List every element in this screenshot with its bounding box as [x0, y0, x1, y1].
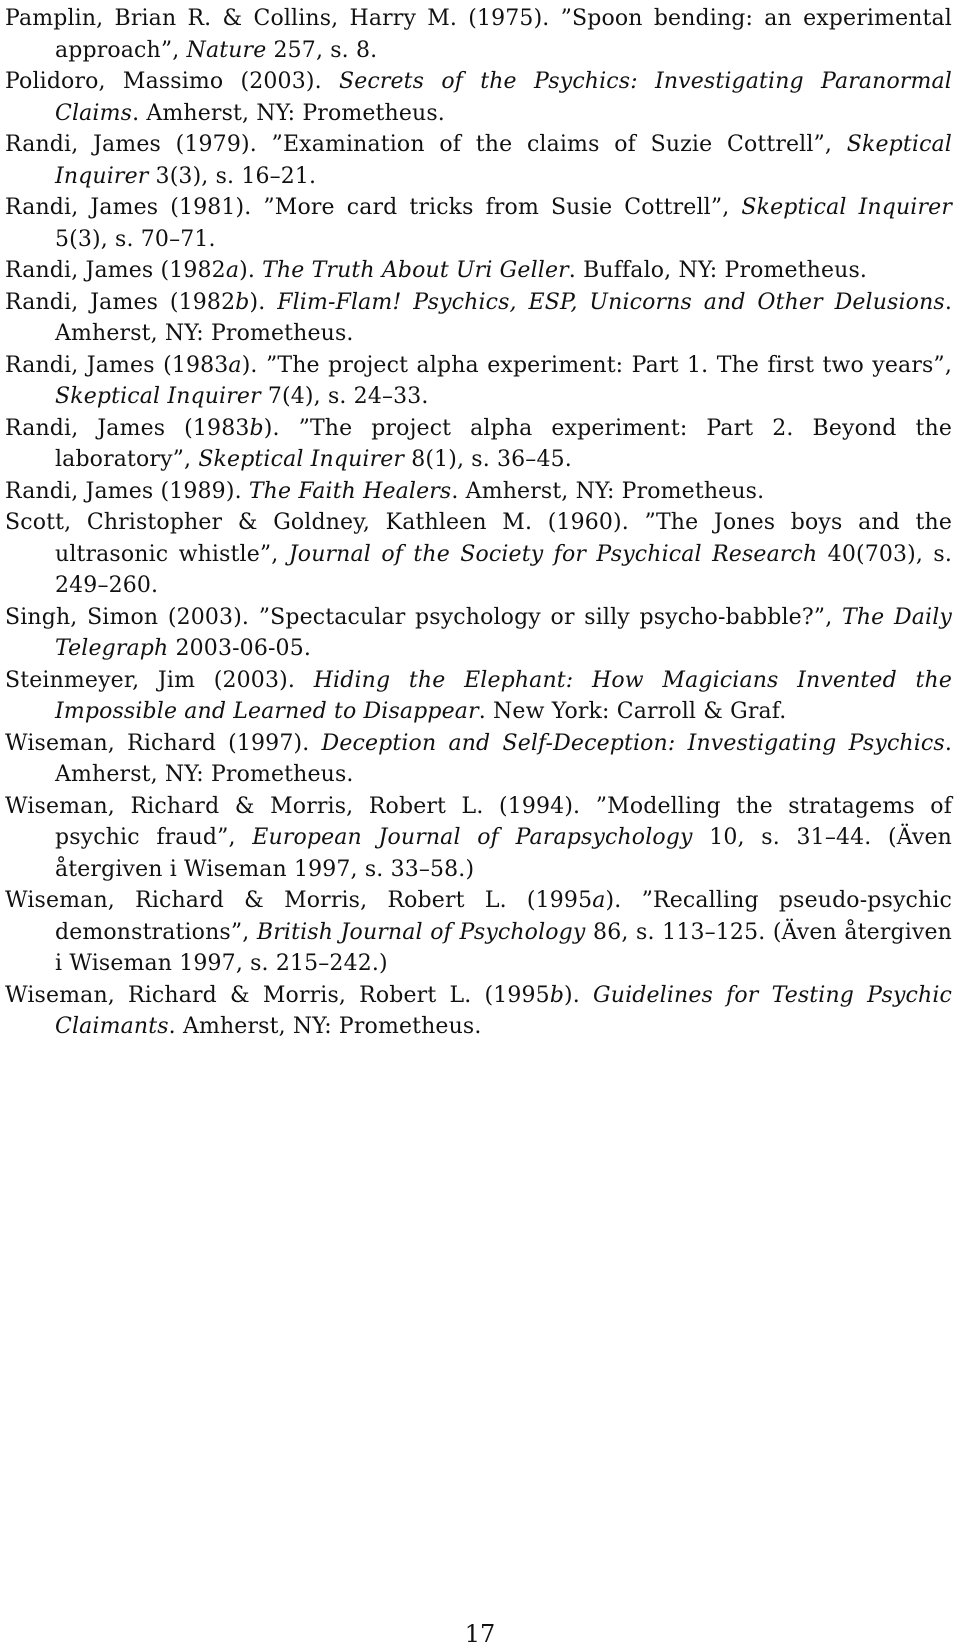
reference-italic-text: Secrets of the Psychics: Investigating Paranormal Claims: [55, 69, 952, 126]
reference-text: ). ”Recalling pseudo-psychic demonstrations”,: [55, 888, 952, 945]
reference-text: . Amherst, NY: Prometheus.: [132, 100, 445, 126]
reference-text: Randi, James (1982: [5, 258, 226, 283]
reference-entry: [5, 192, 952, 255]
reference-text: Polidoro, Massimo (2003).: [5, 69, 339, 94]
reference-text: 8(1), s. 36–45.: [404, 447, 572, 472]
reference-italic-text: Skeptical Inquirer: [198, 447, 405, 472]
reference-italic-text: Deception and Self-Deception: Investigating Psychics: [321, 730, 945, 756]
reference-italic-text: Flim-Flam! Psychics, ESP, Unicorns and Other Delusions: [277, 289, 945, 315]
reference-italic-text: The Truth About Uri Geller: [262, 258, 569, 283]
reference-entry: [5, 665, 952, 728]
reference-entry: [5, 287, 952, 350]
reference-text: 10, s. 31–44. (Även återgiven i Wiseman 1997, s. 33–58.): [55, 825, 952, 882]
reference-text: 257, s. 8.: [266, 37, 378, 63]
reference-entry: [5, 3, 952, 66]
reference-italic-text: a: [225, 258, 240, 283]
reference-text: Randi, James (1982: [5, 289, 236, 315]
reference-text: Scott, Christopher & Goldney, Kathleen M. (1960). ”The Jones boys and the ultrasonic whistle”,: [5, 510, 952, 567]
reference-text: Steinmeyer, Jim (2003).: [5, 667, 314, 693]
reference-entry: [5, 728, 952, 791]
reference-text: 5(3), s. 70–71.: [55, 226, 216, 252]
reference-text: . Amherst, NY: Prometheus.: [55, 730, 952, 787]
reference-text: 3(3), s. 16–21.: [148, 163, 317, 189]
reference-text: Singh, Simon (2003). ”Spectacular psychology or silly psycho-babble?”,: [5, 604, 843, 630]
reference-italic-text: The Faith Healers: [248, 478, 452, 504]
reference-entry: [5, 476, 952, 508]
reference-text: Pamplin, Brian R. & Collins, Harry M. (1975). ”Spoon bending: an experimental approach”,: [5, 6, 952, 63]
reference-italic-text: The Daily Telegraph: [55, 604, 952, 661]
reference-text: Randi, James (1979). ”Examination of the claims of Suzie Cottrell”,: [5, 132, 847, 157]
reference-text: Randi, James (1981). ”More card tricks from Susie Cottrell”,: [5, 195, 742, 220]
reference-italic-text: a: [592, 888, 606, 913]
reference-entry: [5, 791, 952, 886]
reference-italic-text: Skeptical Inquirer: [55, 384, 261, 409]
reference-italic-text: Journal of the Society for Psychical Research: [288, 541, 818, 567]
reference-italic-text: Nature: [186, 37, 267, 63]
reference-text: . Amherst, NY: Prometheus.: [168, 1014, 482, 1039]
reference-italic-text: a: [228, 352, 242, 378]
reference-text: 2003-06-05.: [168, 636, 311, 661]
reference-text: . Amherst, NY: Prometheus.: [451, 478, 765, 504]
reference-italic-text: British Journal of Psychology: [256, 919, 586, 945]
reference-text: Randi, James (1983: [5, 415, 250, 441]
reference-text: Wiseman, Richard (1997).: [5, 730, 322, 756]
reference-entry: [5, 129, 952, 192]
reference-italic-text: Guidelines for Testing Psychic Claimants: [55, 982, 952, 1039]
reference-text: Wiseman, Richard & Morris, Robert L. (1995: [5, 888, 593, 913]
reference-text: 7(4), s. 24–33.: [260, 384, 429, 409]
reference-entry: [5, 255, 952, 287]
reference-italic-text: European Journal of Parapsychology: [252, 825, 693, 850]
reference-entry: [5, 507, 952, 602]
reference-entry: [5, 980, 952, 1043]
reference-entry: [5, 413, 952, 476]
reference-text: ).: [564, 982, 594, 1008]
reference-italic-text: Skeptical Inquirer: [741, 195, 952, 220]
reference-list: [5, 3, 952, 1043]
reference-text: ).: [239, 258, 263, 283]
reference-entry: [5, 602, 952, 665]
page-number: 17: [464, 1620, 496, 1648]
reference-italic-text: b: [235, 289, 250, 315]
reference-entry: [5, 350, 952, 413]
reference-text: . New York: Carroll & Graf.: [478, 699, 787, 724]
reference-italic-text: b: [549, 982, 565, 1008]
reference-text: ). ”The project alpha experiment: Part 2. Beyond the laboratory”,: [55, 415, 952, 472]
reference-text: . Amherst, NY: Prometheus.: [55, 289, 952, 346]
reference-text: ). ”The project alpha experiment: Part 1. The first two years”,: [241, 352, 952, 378]
reference-italic-text: Skeptical Inquirer: [55, 132, 952, 189]
reference-text: Wiseman, Richard & Morris, Robert L. (1995: [5, 982, 550, 1008]
reference-text: Wiseman, Richard & Morris, Robert L. (1994). ”Modelling the stratagems of psychic fraud”,: [5, 793, 952, 850]
reference-entry: [5, 885, 952, 980]
reference-text: 40(703), s. 249–260.: [55, 541, 952, 598]
reference-text: Randi, James (1989).: [5, 478, 249, 504]
reference-entry: [5, 66, 952, 129]
reference-text: Randi, James (1983: [5, 352, 229, 378]
reference-italic-text: Hiding the Elephant: How Magicians Invented the Impossible and Learned to Disappear: [55, 667, 952, 724]
reference-text: 86, s. 113–125. (Även återgiven i Wiseman 1997, s. 215–242.): [55, 919, 952, 976]
reference-text: ).: [249, 289, 278, 315]
reference-italic-text: b: [249, 415, 264, 441]
reference-text: . Buffalo, NY: Prometheus.: [568, 258, 868, 283]
